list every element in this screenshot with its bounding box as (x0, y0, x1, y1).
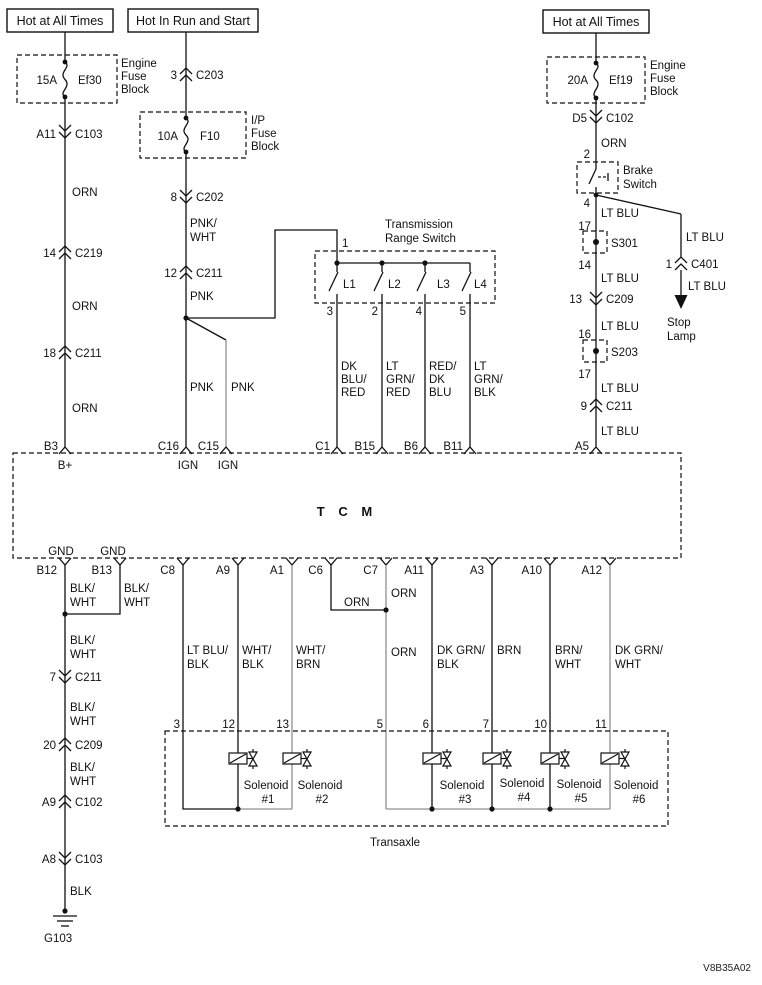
fuse-ef19-rating: 20A (567, 75, 588, 87)
connector-name: C401 (691, 259, 719, 271)
wire-color-label: ORN (391, 647, 417, 659)
tcm-pin: A12 (581, 565, 602, 577)
connector-pin: D5 (572, 113, 587, 125)
solenoid-label: Solenoid (243, 780, 289, 792)
transaxle-label: Transaxle (369, 837, 421, 849)
connector-name: C211 (196, 268, 223, 280)
fuse-ef30-rating: 15A (36, 75, 57, 87)
wire-color-label: BLK/ (70, 762, 95, 774)
trs-switch-l3 (416, 263, 450, 447)
tcm-pin: A1 (269, 565, 284, 577)
tcm-pin: A9 (215, 565, 230, 577)
tcm-module (13, 441, 681, 577)
tcm-title: T C M (316, 504, 378, 519)
tcm-pin: B6 (403, 441, 418, 453)
power-mid-title: Hot In Run and Start (136, 14, 250, 28)
fuse-f10 (140, 32, 279, 158)
tcm-inner-label: GND (48, 546, 74, 558)
wire-color-label: PNK (231, 382, 255, 394)
solenoid-label: Solenoid (556, 779, 602, 791)
solenoid-label: Solenoid (499, 778, 545, 790)
splice-pin: 14 (578, 260, 591, 272)
connector-pin: 18 (43, 348, 56, 360)
brake-switch-pin: 2 (583, 149, 590, 161)
tcm-pin: C8 (160, 565, 175, 577)
fuse-block-label: I/P (251, 115, 266, 127)
wire-color-label: LT (474, 361, 487, 373)
wire-color-label: BLU/ (341, 374, 367, 386)
wire-color-label: DK (429, 374, 445, 386)
wire-color-label: DK (341, 361, 357, 373)
wire-color-label: LT BLU (601, 208, 639, 220)
brake-switch-label: Brake (623, 165, 654, 177)
tcm-pin: A5 (574, 441, 589, 453)
fuse-f10-name: F10 (200, 131, 220, 143)
connector-name: C211 (606, 401, 633, 413)
wire-color-label: WHT (70, 649, 97, 661)
brake-switch-label: Switch (623, 179, 657, 191)
connector-name: C103 (75, 854, 103, 866)
wire-color-label: RED/ (429, 361, 457, 373)
brake-switch-pin: 4 (583, 198, 590, 210)
connector-name: C203 (196, 70, 224, 82)
left-orn-run (36, 97, 102, 447)
wire-color-label: BLK (242, 659, 264, 671)
wire-color-label: LT BLU (601, 273, 639, 285)
connector-name: C219 (75, 248, 103, 260)
right-ltblu-run (569, 98, 657, 447)
fuse-block-label: Fuse (650, 73, 676, 85)
wire-color-label: LT BLU (686, 232, 724, 244)
transaxle-pin: 6 (422, 719, 429, 731)
fuse-block-label: Fuse (121, 71, 147, 83)
splice-pin: 17 (578, 221, 591, 233)
trs-switch-label: L2 (388, 279, 401, 291)
transmission-range-switch (315, 219, 504, 447)
connector-pin: A9 (41, 797, 56, 809)
solenoid-label: #5 (574, 793, 588, 805)
wire-color-label: LT BLU (601, 383, 639, 395)
transaxle-pin: 12 (222, 719, 235, 731)
fuse-block-label: Engine (650, 60, 686, 72)
tcm-pin: C6 (308, 565, 323, 577)
solenoid-label: #4 (517, 792, 531, 804)
trs-bottom-pin: 3 (326, 306, 333, 318)
connector-pin: A11 (36, 129, 56, 141)
connector-pin: 20 (43, 740, 56, 752)
ground-name: G103 (44, 933, 73, 945)
tcm-inner-label: IGN (177, 460, 199, 472)
wire-color-label: GRN/ (474, 374, 503, 386)
tcm-pin: A11 (404, 565, 424, 577)
connector-pin: 1 (665, 259, 672, 271)
tcm-pin: A3 (469, 565, 484, 577)
wire-color-label: WHT (555, 659, 582, 671)
trs-title: Range Switch (385, 233, 456, 245)
wire-color-label: BRN (296, 659, 321, 671)
wire-color-label: BLK/ (70, 635, 95, 647)
wire-color-label: WHT (70, 597, 97, 609)
connector-name: C202 (196, 192, 224, 204)
transaxle-pin: 10 (534, 719, 547, 731)
trs-switch-label: L3 (437, 279, 450, 291)
wire-color-label: BLK (437, 659, 459, 671)
brake-switch (577, 162, 657, 193)
wire-color-label: WHT (70, 776, 97, 788)
wire-color-label: WHT/ (242, 645, 272, 657)
transaxle-pin: 11 (595, 719, 607, 731)
wire-color-label: LT BLU (601, 321, 639, 333)
wire-color-label: BRN (497, 645, 522, 657)
connector-name: C102 (606, 113, 634, 125)
fuse-block-label: Block (251, 141, 280, 153)
wire-color-label: BLK/ (70, 702, 95, 714)
fuse-f10-rating: 10A (157, 131, 178, 143)
connector-name: C211 (75, 672, 102, 684)
stop-lamp-arrow-icon (675, 295, 688, 309)
wire-color-label: BLK (474, 387, 496, 399)
wire-color-label: PNK (190, 382, 214, 394)
connector-name: C211 (75, 348, 102, 360)
trs-top-pin: 1 (342, 238, 349, 250)
wire-color-label: ORN (72, 403, 98, 415)
trs-switch-label: L1 (343, 279, 356, 291)
tcm-pin: B13 (91, 565, 112, 577)
connector-pin: 8 (170, 192, 177, 204)
trs-title: Transmission (385, 219, 453, 231)
wire-color-label: ORN (72, 187, 98, 199)
wire-color-label: BLK/ (70, 583, 95, 595)
wire-color-label: BLK (187, 659, 209, 671)
trs-bottom-pin: 2 (371, 306, 378, 318)
splice-name: S203 (611, 347, 638, 359)
fuse-block-label: Block (121, 84, 150, 96)
fuse-ef30-name: Ef30 (78, 75, 102, 87)
fuse-block-label: Engine (121, 58, 157, 70)
wire-color-label: ORN (601, 138, 627, 150)
tcm-pin: C1 (315, 441, 330, 453)
fuse-ef19-name: Ef19 (609, 75, 633, 87)
tcm-inner-label: IGN (217, 460, 239, 472)
tcm-pin: B11 (443, 441, 463, 453)
wire-color-label: DK GRN/ (615, 645, 663, 657)
tcm-pin: B15 (354, 441, 375, 453)
power-source-boxes (7, 9, 649, 33)
tcm-pin: C15 (197, 441, 219, 453)
trs-switch-l2 (372, 263, 401, 447)
trs-switch-l1 (327, 263, 356, 447)
fuse-block-label: Block (650, 86, 679, 98)
trs-switch-l4 (460, 263, 488, 447)
wire-color-label: WHT (70, 716, 97, 728)
solenoid-label: #6 (632, 794, 646, 806)
wire-color-label: RED (341, 387, 366, 399)
transaxle-pin: 5 (376, 719, 383, 731)
connector-name: C209 (606, 294, 634, 306)
connector-pin: 12 (164, 268, 177, 280)
transaxle-pin: 7 (482, 719, 489, 731)
solenoid-label: Solenoid (439, 780, 485, 792)
wire-color-label: PNK (190, 291, 214, 303)
diagram-code: V8B35A02 (703, 963, 751, 974)
tcm-pin: B3 (43, 441, 58, 453)
solenoid-label: Solenoid (297, 780, 343, 792)
wire-color-label: PNK/ (190, 218, 217, 230)
wire-color-label: WHT (124, 597, 151, 609)
wire-color-label: BRN/ (555, 645, 583, 657)
transaxle-pin: 13 (276, 719, 289, 731)
wire-color-label: BLK (70, 886, 92, 898)
fuse-ef30 (17, 32, 157, 103)
wire-color-label: ORN (72, 301, 98, 313)
wire-color-label: BLK/ (124, 583, 149, 595)
transaxle-circuit (165, 565, 668, 849)
solenoid-label: #1 (261, 794, 275, 806)
power-left-title: Hot at All Times (16, 14, 104, 28)
wire-color-label: LT BLU/ (187, 645, 229, 657)
stop-lamp-label: Lamp (667, 331, 696, 343)
wire-color-label: ORN (344, 597, 370, 609)
splice-name: S301 (611, 238, 638, 250)
power-right-title: Hot at All Times (552, 15, 640, 29)
connector-name: C103 (75, 129, 103, 141)
tcm-pin: A10 (521, 565, 542, 577)
solenoid-label: #2 (315, 794, 329, 806)
tcm-pin: C7 (363, 565, 378, 577)
wire-color-label: WHT (190, 232, 217, 244)
tcm-pin: C16 (157, 441, 179, 453)
fuse-block-label: Fuse (251, 128, 277, 140)
tcm-inner-label: B+ (57, 460, 73, 472)
wire-color-label: LT BLU (688, 281, 726, 293)
wire-color-label: WHT/ (296, 645, 326, 657)
transaxle-pin: 3 (173, 719, 180, 731)
connector-name: C209 (75, 740, 103, 752)
wire-color-label: DK GRN/ (437, 645, 485, 657)
wire-color-label: ORN (391, 588, 417, 600)
fuse-ef19 (547, 33, 686, 103)
solenoid-label: Solenoid (613, 780, 659, 792)
connector-pin: 7 (49, 672, 56, 684)
wire-color-label: GRN/ (386, 374, 415, 386)
wire-color-label: LT (386, 361, 399, 373)
splice-pin: 17 (578, 369, 591, 381)
wire-color-label: LT BLU (601, 426, 639, 438)
tcm-pin: B12 (36, 565, 57, 577)
ground-symbol-icon (53, 908, 77, 926)
connector-pin: 9 (580, 401, 587, 413)
connector-name: C102 (75, 797, 103, 809)
trs-bottom-pin: 4 (415, 306, 422, 318)
connector-pin: 14 (43, 248, 56, 260)
connector-pin: A8 (41, 854, 56, 866)
ground-run (42, 565, 150, 945)
wire-color-label: BLU (429, 387, 452, 399)
tcm-inner-label: GND (100, 546, 126, 558)
connector-pin: 3 (170, 70, 177, 82)
connector-pin: 13 (569, 294, 582, 306)
splice-pin: 16 (578, 329, 591, 341)
wire-color-label: WHT (615, 659, 642, 671)
wire-color-label: RED (386, 387, 411, 399)
trs-bottom-pin: 5 (459, 306, 466, 318)
solenoid-label: #3 (458, 794, 472, 806)
stop-lamp-label: Stop (667, 317, 691, 329)
trs-switch-label: L4 (474, 279, 487, 291)
